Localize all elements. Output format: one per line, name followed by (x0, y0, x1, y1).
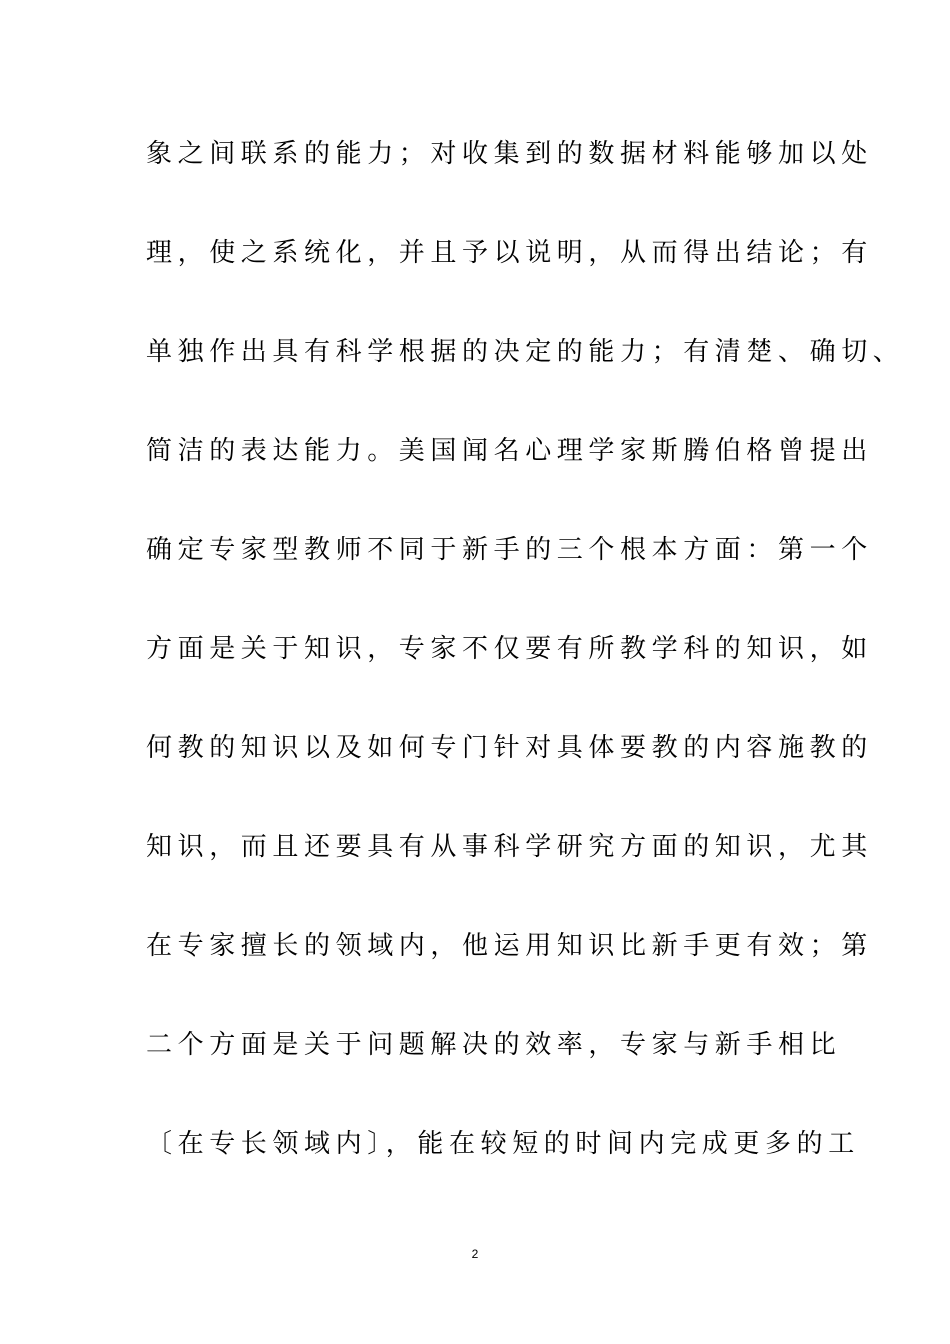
text-line: 简洁的表达能力。美国闻名心理学家斯腾伯格曾提出 (146, 436, 873, 466)
body-text (146, 126, 905, 1215)
text-line: 知识，而且还要具有从事科学研究方面的知识，尤其 (146, 832, 873, 862)
text-line: 在专家擅长的领域内，他运用知识比新手更有效；第 (146, 931, 873, 961)
text-line: 确定专家型教师不同于新手的三个根本方面：第一个 (146, 535, 873, 565)
text-line: 单独作出具有科学根据的决定的能力；有清楚、确切、 (146, 337, 905, 367)
text-line: 何教的知识以及如何专门针对具体要教的内容施教的 (146, 733, 873, 763)
text-line: 理，使之系统化，并且予以说明，从而得出结论；有 (146, 238, 873, 268)
page-number: 2 (471, 1247, 479, 1261)
text-line: 象之间联系的能力；对收集到的数据材料能够加以处 (146, 139, 873, 169)
text-line: 二个方面是关于问题解决的效率，专家与新手相比 (146, 1030, 842, 1060)
text-line: 〔在专长领域内〕，能在较短的时间内完成更多的工 (146, 1129, 860, 1159)
text-line: 方面是关于知识，专家不仅要有所教学科的知识，如 (146, 634, 873, 664)
